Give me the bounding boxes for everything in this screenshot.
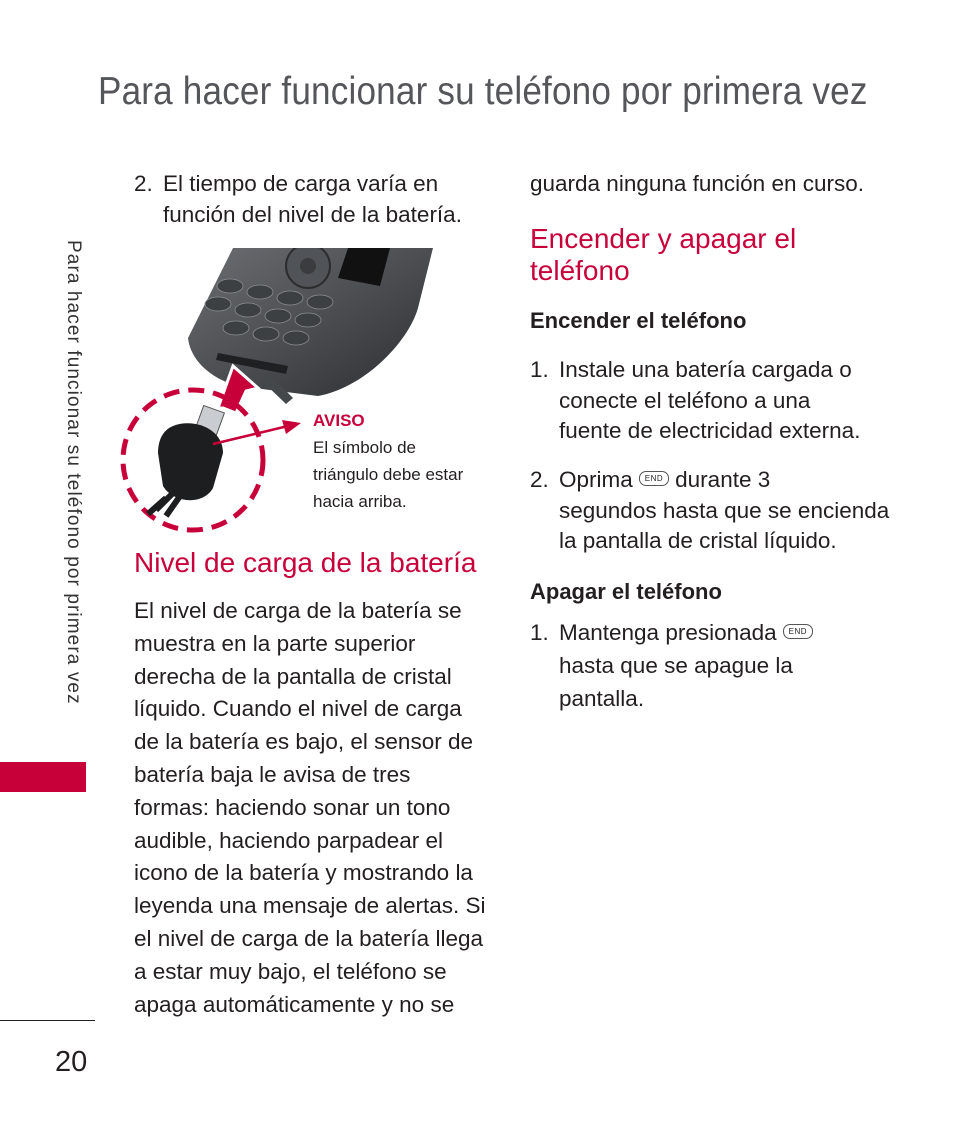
text-line: apaga automáticamente y no se xyxy=(134,991,455,1017)
pointer-arrowhead-icon xyxy=(282,420,301,434)
text-line: a estar muy bajo, el teléfono se xyxy=(134,958,447,984)
page-title: Para hacer funcionar su teléfono por primera vez xyxy=(98,70,868,113)
text-line: leyenda una mensaje de alertas. Si xyxy=(134,893,486,919)
aviso-heading: AVISO xyxy=(313,411,365,430)
chapter-tab-marker xyxy=(0,762,86,792)
step-number: 1. xyxy=(530,357,549,382)
step-number: 2. xyxy=(530,467,549,492)
battery-section-heading: Nivel de carga de la batería xyxy=(134,547,477,578)
power-on-step-2 xyxy=(530,465,889,557)
power-on-step-1 xyxy=(530,355,860,447)
text-line: triángulo debe estar xyxy=(313,465,464,484)
text-fragment: Oprima xyxy=(559,467,633,492)
text-line: El nivel de carga de la batería se xyxy=(134,598,462,623)
page-number: 20 xyxy=(55,1046,88,1078)
power-off-step-1 xyxy=(530,617,819,715)
text-line: El tiempo de carga varía en xyxy=(163,171,439,196)
step-number: 1. xyxy=(530,620,549,645)
footer-rule xyxy=(0,1020,95,1021)
text-line: batería baja le avisa de tres xyxy=(134,761,411,787)
text-line: fuente de electricidad externa. xyxy=(559,418,861,443)
side-chapter-label: Para hacer funcionar su teléfono por primera vez xyxy=(63,240,84,705)
battery-paragraph xyxy=(134,595,485,1021)
text-line: segundos hasta que se encienda xyxy=(559,497,890,523)
end-key-icon: END xyxy=(783,624,813,639)
text-line: pantalla. xyxy=(559,685,645,711)
text-line: formas: haciendo sonar un tono xyxy=(134,794,451,820)
heading-line: teléfono xyxy=(530,255,630,286)
text-line: hasta que se apague la xyxy=(559,652,793,678)
text-line: derecha de la pantalla de cristal xyxy=(134,663,452,689)
text-line: conecte el teléfono a una xyxy=(559,387,811,413)
charger-plug xyxy=(158,423,223,500)
left-step-2 xyxy=(134,169,462,230)
pointer-line xyxy=(213,426,288,444)
power-section-heading xyxy=(530,223,796,287)
text-line: el nivel de carga de la batería llega xyxy=(134,925,483,951)
text-fragment: Mantenga presionada xyxy=(559,620,777,645)
text-fragment: durante 3 xyxy=(675,467,771,492)
power-on-heading: Encender el teléfono xyxy=(530,308,747,333)
text-line: audible, haciendo parpadear el xyxy=(134,827,443,853)
text-line: función del nivel de la batería. xyxy=(163,201,462,227)
text-line: la pantalla de cristal líquido. xyxy=(559,528,837,553)
heading-line: Encender y apagar el xyxy=(530,223,797,254)
text-line: icono de la batería y mostrando la xyxy=(134,860,473,886)
aviso-note xyxy=(313,411,463,515)
text-line: líquido. Cuando el nivel de carga xyxy=(134,696,462,722)
text-line: El símbolo de xyxy=(313,438,416,457)
end-key-icon: END xyxy=(639,471,669,486)
nav-center-icon xyxy=(300,258,316,274)
text-line: muestra en la parte superior xyxy=(134,630,416,656)
text-line: Instale una batería cargada o xyxy=(559,357,852,382)
text-line: hacia arriba. xyxy=(313,492,407,511)
power-off-heading: Apagar el teléfono xyxy=(530,579,722,604)
step-number: 2. xyxy=(134,171,153,196)
text-line: de la batería es bajo, el sensor de xyxy=(134,729,473,755)
continuation-text: guarda ninguna función en curso. xyxy=(530,171,864,196)
